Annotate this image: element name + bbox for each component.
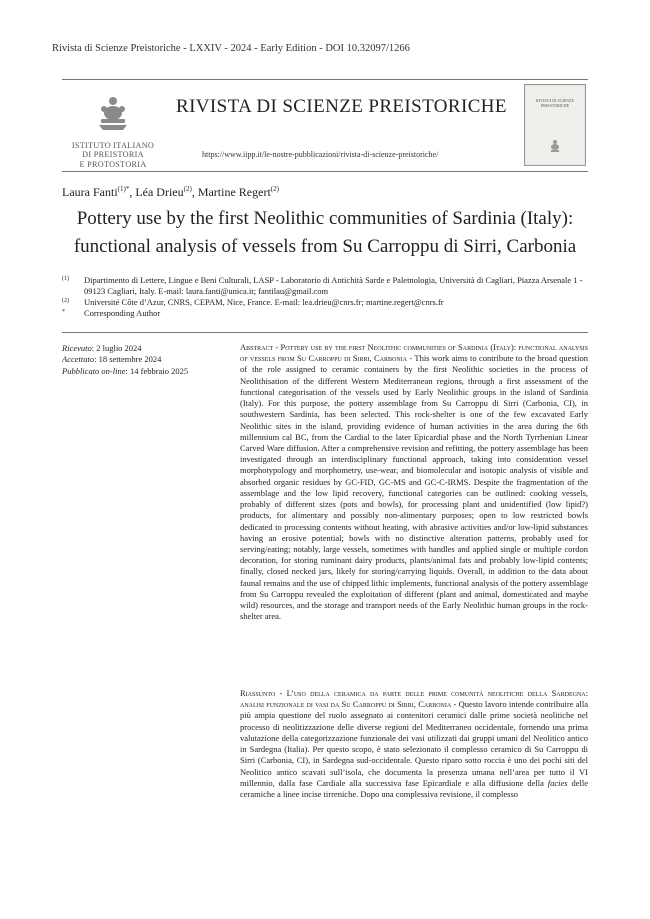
publication-dates (62, 343, 232, 377)
author-2: Léa Drieu (135, 185, 184, 199)
masthead-rule (62, 171, 588, 172)
riassunto-italic-term: facies (547, 777, 568, 788)
title-line-1: Pottery use by the first Neolithic communities of Sardinia (Italy): (76, 208, 574, 229)
authors (62, 185, 279, 200)
cover-emblem-icon (548, 139, 562, 153)
author-2-affil: (2) (183, 185, 192, 193)
affiliation-3 (62, 308, 594, 319)
cover-title: RIVISTA DI SCIENZE PREISTORICHE (536, 98, 574, 108)
affiliation-text: Corresponding Author (84, 308, 161, 319)
header-rule (62, 79, 588, 80)
online-date: Pubblicato on-line: 14 febbraio 2025 (62, 365, 189, 376)
abstract-heading: Abstract - Pottery use by the first Neolithic communities of Sardinia (Italy): functional analysis of vessels from Su Carroppu di Sirri, Carbonia (240, 342, 588, 364)
author-1-affil: (1)* (117, 185, 130, 193)
affiliation-mark: * (62, 309, 65, 316)
abstract (240, 342, 588, 622)
institute-line-1: ISTITUTO ITALIANO (71, 141, 155, 150)
journal-url[interactable]: https://www.iipp.it/le-nostre-pubblicazioni/rivista-di-scienze-preistoriche/ (202, 150, 439, 159)
journal-cover-thumbnail (524, 84, 586, 166)
author-3-affil: (2) (270, 185, 279, 193)
author-3: Martine Regert (197, 185, 271, 199)
affiliations (62, 275, 594, 319)
riassunto-body-end: delle ceramiche a linee incise tirreniche. Dopo una complessiva revisione, il complesso (240, 777, 588, 799)
running-header: Rivista di Scienze Preistoriche - LXXIV - 2024 - Early Edition - DOI 10.32097/1266 (52, 43, 410, 54)
affiliation-mark: (1) (62, 276, 69, 282)
author-sep: , (191, 185, 198, 199)
affiliation-text: Dipartimento di Lettere, Lingue e Beni Culturali, LASP - Laboratorio di Antichità Sarde e Paletnologia, Università di Cagliari, Piazza Arsenale 1 - 09123 Cagliari, Italy. E-mail: laura.fanti@unica.it; fantilau@gmail.com (84, 275, 583, 297)
affiliation-2 (62, 297, 594, 308)
institute-line-2: DI PREISTORIA (82, 150, 144, 160)
journal-title: RIVISTA DI SCIENZE PREISTORICHE (176, 96, 507, 117)
accepted-date: Accettato: 18 settembre 2024 (62, 354, 162, 365)
paper-title (62, 205, 588, 260)
received-date: Ricevuto: 2 luglio 2024 (62, 343, 142, 353)
author-1: Laura Fanti (62, 185, 118, 199)
institute-line-3: E PROTOSTORIA (79, 159, 147, 169)
author-sep: , (129, 185, 136, 199)
affiliation-mark: (2) (62, 298, 69, 305)
riassunto-body: - Questo lavoro intende contribuire alla più ampia questione del ruolo assegnato ai contenitori ceramici dalle prime società neolitiche nel processo di neolitizzazione delle diverse regioni del Mediterraneo occidentale, fornendo una prima valutazione della categorizzazione funzionale dei vasi utilizzati dai gruppi umani del Neolitico antico in Sardegna (Italia). Per questo scopo, è stato selezionato il complesso ceramico di Su Carroppu di Sirri (Carbonia, CI), in Sardegna sud-occidentale. Questo riparo sotto roccia è uno dei pochi siti del Neolitico antico scavati sull’isola, che documenta la presenza umana nell’area per tutto il VI millennio, dalla fase Cardiale alla successiva fase Epicardiale e alla diffusione della (240, 699, 588, 788)
title-line-2: functional analysis of vessels from Su Carroppu di Sirri, Carbonia (73, 235, 577, 257)
riassunto-heading: Riassunto - L’uso della ceramica da parte delle prime comunità neolitiche della Sardegna: analisi funzionale di vasi da Su Carroppu di Sirri, Carbonia (240, 688, 588, 710)
affiliations-rule (62, 332, 588, 333)
affiliation-text: Université Côte d’Azur, CNRS, CEPAM, Nice, France. E-mail: lea.drieu@cnrs.fr; martine.regert@cnrs.fr (84, 297, 444, 308)
affiliation-1 (62, 275, 594, 297)
abstract-body: - This work aims to contribute to the broad question of the role assigned to ceramic containers by the first Neolithic societies in the process of Neolithisation of the different Western Mediterranean regions, through a first assessment of the functional categorisation of the vessels used by Early Neolithic groups in the island of Sardinia (Italy). For this purpose, the pottery assemblage from Su Carroppu di Sirri (Carbonia, CI), in southwestern Sardinia, has been selected. This rock-shelter is one of the few excavated Early Neolithic sites in the island, providing evidence of human activities in the area during the 6th millennium cal BC, from the Cardial to the later Epicardial phase and the North Tyrrhenian Linear Carved Ware diffusion. After a comprehensive revision and refitting, the pottery assemblage has been investigated through an interdisciplinary functional approach, taking into consideration vessel morphotypology and morphometry, use-wear, and biomolecular and isotopic analysis of visible and absorbed organic residues by GC-FID, GC-MS and GC-C-IRMS. Despite the fragmentation of the assemblage and the low lipid recovery, functional categories can be outlined: cooking vessels, probably of different sizes (pots and bowls), for processing plant and unidentified (low lipid?) products, for alimentary and possibly non-alimentary purposes; open to low restricted bowls dedicated to processing contents without heating, with abrasive activities and/or low-lipid substances having an erosive potential; bowls with no distinctive alteration patterns, probably used for serving/eating; notably, large vessels, sometimes with handles and applied single or multiple cordon decoration, for storing ruminant dairy products, plants/animal fats and probably low-lipid contents; finally, closed necked jars, likely for storing/carrying liquids. Overall, in addition to the data about faunal remains and the use of chipped lithic implements, functional analysis of the pottery assemblage from Su Carroppu revealed the exploitation of different (plant and animal, domesticated and maybe wild) resources, and the storage and transport needs of the Early Neolithic human groups in the rock-shelter area. (240, 353, 588, 622)
riassunto (240, 688, 588, 800)
institute-logo (58, 95, 168, 169)
emblem-icon (93, 95, 133, 131)
